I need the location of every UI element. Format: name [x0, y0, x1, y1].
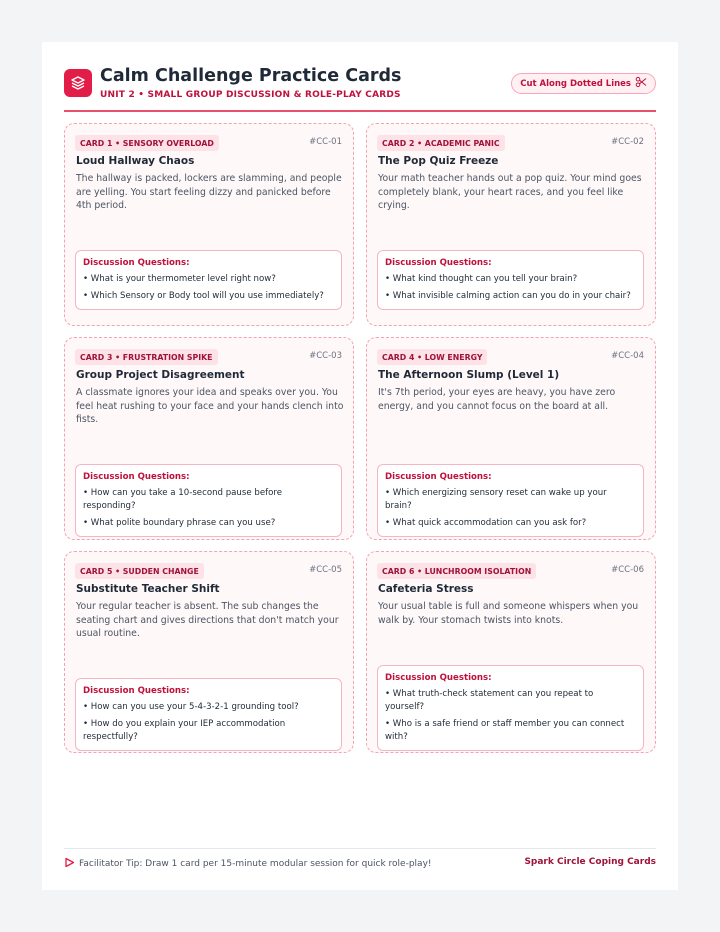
- question-item: • What truth-check statement can you repeat to yourself?: [385, 689, 594, 712]
- card-code: #CC-06: [611, 565, 644, 575]
- discussion-questions-box: [75, 678, 342, 751]
- questions-heading: Discussion Questions:: [83, 258, 190, 268]
- practice-card-6: [366, 551, 656, 753]
- card-tag: CARD 1 • SENSORY OVERLOAD: [75, 135, 219, 151]
- discussion-questions-box: [377, 665, 644, 751]
- page-header: [64, 66, 656, 112]
- card-code: #CC-02: [611, 137, 644, 147]
- questions-heading: Discussion Questions:: [385, 472, 492, 482]
- card-title: Cafeteria Stress: [378, 583, 474, 595]
- card-title: The Afternoon Slump (Level 1): [378, 369, 560, 381]
- card-description: Your math teacher hands out a pop quiz. Your mind goes completely blank, your heart races, and you feel like crying.: [378, 173, 642, 211]
- question-item: • How do you explain your IEP accommodation respectfully?: [83, 719, 286, 742]
- card-tag: CARD 2 • ACADEMIC PANIC: [377, 135, 505, 151]
- brand-name: Spark Circle Coping Cards: [524, 857, 656, 867]
- question-item: • What quick accommodation can you ask for?: [385, 518, 587, 528]
- play-triangle-icon: [64, 857, 75, 871]
- card-description: A classmate ignores your idea and speaks over you. You feel heat rushing to your face and your hands clench into fists.: [76, 387, 344, 425]
- card-title: Loud Hallway Chaos: [76, 155, 195, 167]
- cut-badge-label: Cut Along Dotted Lines: [520, 78, 631, 89]
- question-item: • Who is a safe friend or staff member you can connect with?: [385, 719, 625, 742]
- page-subtitle: UNIT 2 • SMALL GROUP DISCUSSION & ROLE-PLAY CARDS: [100, 90, 401, 100]
- practice-card-5: [64, 551, 354, 753]
- questions-heading: Discussion Questions:: [83, 686, 190, 696]
- question-item: • How can you use your 5-4-3-2-1 grounding tool?: [83, 702, 299, 712]
- discussion-questions-box: [377, 464, 644, 537]
- question-item: • What kind thought can you tell your brain?: [385, 274, 578, 284]
- card-tag: CARD 4 • LOW ENERGY: [377, 349, 487, 365]
- card-title: Group Project Disagreement: [76, 369, 245, 381]
- question-item: • How can you take a 10-second pause before responding?: [83, 488, 283, 511]
- stack-layers-icon: [64, 69, 92, 97]
- question-item: • Which energizing sensory reset can wake up your brain?: [385, 488, 607, 511]
- card-code: #CC-05: [309, 565, 342, 575]
- practice-card-3: [64, 337, 354, 540]
- facilitator-tip: [64, 857, 432, 871]
- card-code: #CC-01: [309, 137, 342, 147]
- discussion-questions-box: [75, 464, 342, 537]
- question-item: • Which Sensory or Body tool will you use immediately?: [83, 291, 324, 301]
- cut-instruction-badge: [511, 73, 656, 94]
- question-item: • What is your thermometer level right now?: [83, 274, 276, 284]
- question-item: • What polite boundary phrase can you use?: [83, 518, 276, 528]
- card-description: Your usual table is full and someone whispers when you walk by. Your stomach twists into knots.: [378, 601, 639, 626]
- questions-heading: Discussion Questions:: [83, 472, 190, 482]
- card-description: It's 7th period, your eyes are heavy, you have zero energy, and you cannot focus on the board at all.: [378, 387, 616, 412]
- scissors-icon: [635, 76, 647, 91]
- card-description: The hallway is packed, lockers are slamming, and people are yelling. You start feeling dizzy and panicked before 4th period.: [76, 173, 342, 211]
- discussion-questions-box: [75, 250, 342, 310]
- card-code: #CC-04: [611, 351, 644, 361]
- practice-card-1: [64, 123, 354, 326]
- card-title: The Pop Quiz Freeze: [378, 155, 499, 167]
- card-description: Your regular teacher is absent. The sub changes the seating chart and gives directions that don't match your usual routine.: [76, 601, 339, 639]
- page-footer: [64, 848, 656, 876]
- questions-heading: Discussion Questions:: [385, 258, 492, 268]
- card-tag: CARD 5 • SUDDEN CHANGE: [75, 563, 204, 579]
- worksheet-page: [42, 42, 678, 890]
- card-code: #CC-03: [309, 351, 342, 361]
- practice-card-2: [366, 123, 656, 326]
- card-tag: CARD 6 • LUNCHROOM ISOLATION: [377, 563, 536, 579]
- practice-card-4: [366, 337, 656, 540]
- card-title: Substitute Teacher Shift: [76, 583, 220, 595]
- card-tag: CARD 3 • FRUSTRATION SPIKE: [75, 349, 218, 365]
- page-title: Calm Challenge Practice Cards: [100, 66, 402, 86]
- questions-heading: Discussion Questions:: [385, 673, 492, 683]
- tip-text: Facilitator Tip: Draw 1 card per 15-minute modular session for quick role-play!: [79, 859, 432, 869]
- question-item: • What invisible calming action can you do in your chair?: [385, 291, 631, 301]
- discussion-questions-box: [377, 250, 644, 310]
